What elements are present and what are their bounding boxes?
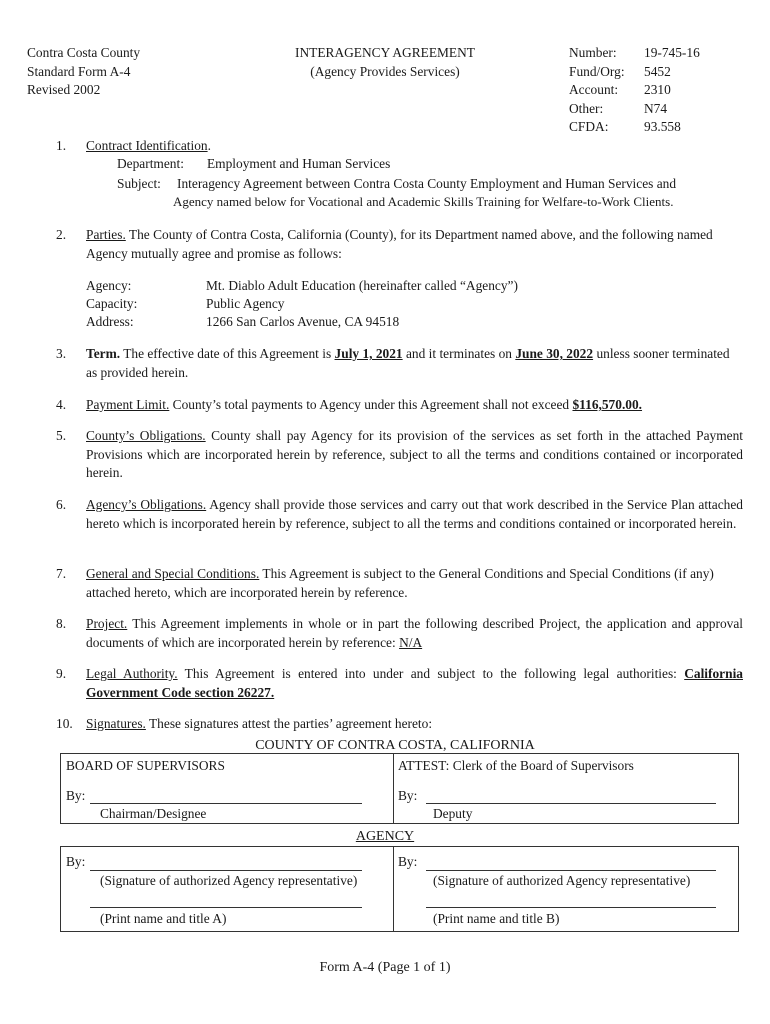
board-of-supervisors-label: BOARD OF SUPERVISORS bbox=[66, 758, 225, 773]
signature-caption-a: (Signature of authorized Agency representative) bbox=[100, 873, 358, 888]
address-value: 1266 San Carlos Avenue, CA 94518 bbox=[206, 314, 400, 329]
section-title: Payment Limit. bbox=[86, 397, 170, 412]
section-title: General and Special Conditions. bbox=[86, 566, 260, 581]
signatures-text: These signatures attest the parties’ agreement hereto: bbox=[149, 716, 433, 731]
agency-block-heading: AGENCY bbox=[355, 829, 415, 844]
section-number: 7. bbox=[56, 566, 67, 581]
county-name: Contra Costa County bbox=[27, 45, 141, 60]
section-number: 8. bbox=[56, 616, 67, 631]
parties-text: The County of Contra Costa, California (County), for its Department named above, and the following named Agency mutually agree and promise as follows: bbox=[86, 227, 713, 261]
term-text-a: The effective date of this Agreement is bbox=[123, 346, 332, 361]
department-value: Employment and Human Services bbox=[207, 156, 391, 171]
print-name-line-b[interactable] bbox=[426, 907, 716, 908]
agency-signature-line-b[interactable] bbox=[426, 870, 716, 871]
payment-amount: $116,570.00. bbox=[572, 397, 643, 412]
section-number: 3. bbox=[56, 346, 67, 361]
attest-label: ATTEST: Clerk of the Board of Supervisors bbox=[398, 758, 634, 773]
code-label: CFDA: bbox=[569, 119, 609, 134]
section-number: 1. bbox=[56, 138, 67, 153]
page-footer: Form A-4 (Page 1 of 1) bbox=[319, 960, 451, 975]
department-row bbox=[117, 155, 391, 174]
section-parties bbox=[86, 226, 743, 263]
print-name-line-a[interactable] bbox=[90, 907, 362, 908]
section-term bbox=[86, 345, 743, 382]
county-block-heading: COUNTY OF CONTRA COSTA, CALIFORNIA bbox=[255, 738, 535, 753]
project-value: N/A bbox=[399, 634, 423, 650]
term-start-date: July 1, 2021 bbox=[334, 346, 403, 361]
code-value: N74 bbox=[644, 100, 668, 116]
county-box-divider bbox=[393, 753, 394, 823]
section-number: 10. bbox=[56, 716, 73, 731]
document-title-block bbox=[260, 44, 510, 81]
section-number: 2. bbox=[56, 227, 67, 242]
section-title: Agency’s Obligations. bbox=[86, 497, 207, 512]
agency-box-divider bbox=[393, 846, 394, 931]
code-value: 19-745-16 bbox=[644, 45, 700, 60]
section-number: 9. bbox=[56, 666, 67, 681]
capacity-value: Public Agency bbox=[206, 296, 285, 311]
legal-authority-text: This Agreement is entered into under and subject to the following legal authorities: bbox=[184, 666, 677, 681]
account-codes bbox=[569, 44, 759, 137]
section-conditions bbox=[86, 565, 743, 602]
document-title: INTERAGENCY AGREEMENT bbox=[295, 45, 475, 60]
subject-line-1: Interagency Agreement between Contra Costa County Employment and Human Services and bbox=[177, 176, 677, 191]
print-name-caption-a: (Print name and title A) bbox=[100, 911, 227, 926]
section-agency-obligations bbox=[86, 496, 743, 533]
conditions-text: This Agreement is subject to the General Conditions and Special Conditions (if any) attached hereto, which are incorporated herein by reference. bbox=[86, 566, 714, 600]
code-row bbox=[569, 100, 759, 119]
section-project bbox=[86, 615, 743, 652]
code-value: 93.558 bbox=[644, 119, 681, 134]
by-label: By: bbox=[66, 854, 86, 869]
code-value: 2310 bbox=[644, 82, 671, 97]
section-title: Signatures. bbox=[86, 716, 146, 731]
subject-label: Subject: bbox=[117, 176, 161, 191]
department-label: Department: bbox=[117, 156, 184, 171]
agency-obligations-text: Agency shall provide those services and carry out that work described in the Service Plan attached hereto which is incorporated herein by reference, subject to all the terms and conditions contained or incorporated herein. bbox=[86, 497, 744, 531]
capacity-label: Capacity: bbox=[86, 296, 138, 311]
section-contract-identification: Contract Identification. bbox=[86, 138, 211, 153]
form-number: Standard Form A-4 bbox=[27, 63, 131, 79]
deputy-caption: Deputy bbox=[433, 806, 473, 821]
signature-caption-b: (Signature of authorized Agency representative) bbox=[433, 873, 691, 888]
section-number: 4. bbox=[56, 397, 67, 412]
term-text-b: and it terminates on bbox=[405, 346, 512, 361]
section-legal-authority bbox=[86, 665, 743, 702]
payment-text: County’s total payments to Agency under this Agreement shall not exceed bbox=[172, 397, 570, 412]
subject-line-2: Agency named below for Vocational and Academic Skills Training for Welfare-to-Work Clients. bbox=[173, 194, 674, 209]
form-revision: Revised 2002 bbox=[27, 82, 101, 97]
section-title: Term. bbox=[86, 346, 121, 361]
code-row bbox=[569, 118, 759, 137]
print-name-caption-b: (Print name and title B) bbox=[433, 911, 560, 926]
agency-label: Agency: bbox=[86, 278, 132, 293]
section-number: 5. bbox=[56, 428, 67, 443]
document-subtitle: (Agency Provides Services) bbox=[310, 63, 460, 79]
section-title: Parties. bbox=[86, 227, 126, 242]
section-payment-limit bbox=[86, 396, 743, 415]
code-label: Account: bbox=[569, 82, 619, 97]
county-obligations-text: County shall pay Agency for its provision of the services as set forth in the attached Payment Provisions which are incorporated herein by reference, subject to all the terms and conditions contained or incorporated herein. bbox=[86, 428, 743, 480]
by-label: By: bbox=[398, 788, 418, 803]
deputy-signature-line[interactable] bbox=[426, 803, 716, 804]
code-label: Number: bbox=[569, 45, 617, 60]
project-text: This Agreement implements in whole or in part the following described Project, the application and approval documents of which are incorporated herein by reference: bbox=[86, 616, 743, 650]
agency-value: Mt. Diablo Adult Education (hereinafter called “Agency”) bbox=[206, 278, 518, 293]
code-value: 5452 bbox=[644, 63, 671, 79]
address-label: Address: bbox=[86, 314, 134, 329]
by-label: By: bbox=[66, 788, 86, 803]
section-title: County’s Obligations. bbox=[86, 428, 206, 443]
code-row bbox=[569, 81, 759, 100]
term-text-c: unless sooner terminated as provided herein. bbox=[86, 346, 730, 380]
code-label: Fund/Org: bbox=[569, 63, 625, 79]
section-county-obligations bbox=[86, 427, 743, 483]
chairman-caption: Chairman/Designee bbox=[100, 806, 207, 821]
code-label: Other: bbox=[569, 100, 604, 116]
section-title: Project. bbox=[86, 616, 128, 631]
agency-signature-line-a[interactable] bbox=[90, 870, 362, 871]
section-title: Contract Identification bbox=[86, 138, 208, 153]
chairman-signature-line[interactable] bbox=[90, 803, 362, 804]
section-title: Legal Authority. bbox=[86, 666, 178, 681]
code-row bbox=[569, 63, 759, 82]
form-id-block bbox=[27, 44, 140, 100]
legal-authority-value: California Government Code section 26227. bbox=[86, 666, 743, 700]
term-end-date: June 30, 2022 bbox=[515, 346, 594, 361]
section-signatures bbox=[86, 715, 743, 734]
by-label: By: bbox=[398, 854, 418, 869]
section-number: 6. bbox=[56, 497, 67, 512]
code-row bbox=[569, 44, 759, 63]
